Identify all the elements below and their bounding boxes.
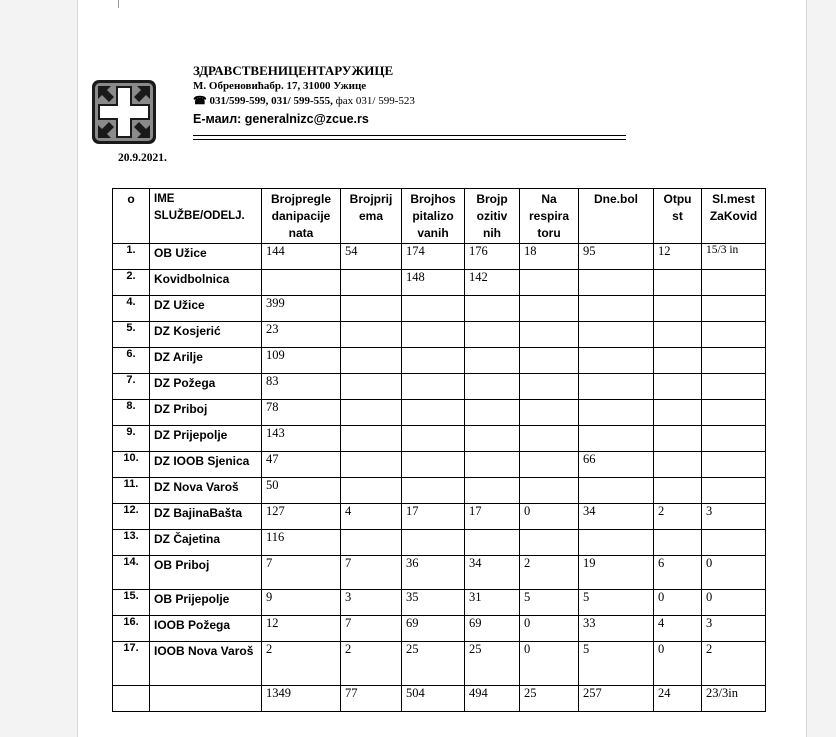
service-name-cell xyxy=(150,686,262,712)
value-cell xyxy=(341,322,402,348)
value-cell: 34 xyxy=(465,556,520,590)
value-cell: 9 xyxy=(262,590,341,616)
table-row xyxy=(113,530,766,556)
col-header: Dne.bol xyxy=(579,189,654,244)
row-number-cell: 13. xyxy=(113,530,150,556)
value-cell xyxy=(341,270,402,296)
value-cell xyxy=(654,348,702,374)
row-number-cell xyxy=(113,686,150,712)
value-cell xyxy=(465,322,520,348)
table-header-row xyxy=(113,189,766,244)
letterhead xyxy=(193,63,415,129)
value-cell xyxy=(402,426,465,452)
table-row xyxy=(113,400,766,426)
value-cell: 69 xyxy=(465,616,520,642)
value-cell: 504 xyxy=(402,686,465,712)
value-cell: 24 xyxy=(654,686,702,712)
value-cell: 4 xyxy=(341,504,402,530)
value-cell: 3 xyxy=(702,616,766,642)
col-header: Otpu st xyxy=(654,189,702,244)
value-cell xyxy=(702,348,766,374)
phone-numbers: 031/599-599, 031/ 599-555, xyxy=(209,95,333,107)
row-number-cell: 11. xyxy=(113,478,150,504)
service-name-cell: OB Prijepolje xyxy=(150,590,262,616)
value-cell: 116 xyxy=(262,530,341,556)
value-cell xyxy=(520,322,579,348)
value-cell: 127 xyxy=(262,504,341,530)
service-name-cell: DZ Priboj xyxy=(150,400,262,426)
value-cell: 66 xyxy=(579,452,654,478)
table-row xyxy=(113,270,766,296)
value-cell xyxy=(702,530,766,556)
row-number-cell: 1. xyxy=(113,244,150,270)
value-cell: 5 xyxy=(579,642,654,686)
institution-phones xyxy=(193,94,415,109)
value-cell xyxy=(341,296,402,322)
value-cell xyxy=(702,322,766,348)
value-cell: 12 xyxy=(654,244,702,270)
phone-icon: ☎ xyxy=(193,95,207,107)
value-cell: 25 xyxy=(402,642,465,686)
table-row xyxy=(113,478,766,504)
value-cell: 95 xyxy=(579,244,654,270)
value-cell: 36 xyxy=(402,556,465,590)
value-cell: 17 xyxy=(402,504,465,530)
value-cell: 54 xyxy=(341,244,402,270)
value-cell: 6 xyxy=(654,556,702,590)
service-name-cell: DZ Užice xyxy=(150,296,262,322)
value-cell xyxy=(341,478,402,504)
value-cell: 19 xyxy=(579,556,654,590)
value-cell xyxy=(341,400,402,426)
value-cell xyxy=(654,426,702,452)
table-row xyxy=(113,590,766,616)
value-cell xyxy=(702,270,766,296)
value-cell: 3 xyxy=(341,590,402,616)
table-row xyxy=(113,426,766,452)
value-cell xyxy=(702,426,766,452)
col-header: Brojpregle danipacije nata xyxy=(262,189,341,244)
value-cell: 0 xyxy=(654,642,702,686)
value-cell: 142 xyxy=(465,270,520,296)
value-cell xyxy=(579,478,654,504)
value-cell xyxy=(654,322,702,348)
row-number-cell: 9. xyxy=(113,426,150,452)
value-cell xyxy=(654,478,702,504)
service-name-cell: DZ Prijepolje xyxy=(150,426,262,452)
service-name-cell: DZ Kosjerić xyxy=(150,322,262,348)
value-cell: 15/3 in xyxy=(702,244,766,270)
row-number-cell: 16. xyxy=(113,616,150,642)
value-cell: 176 xyxy=(465,244,520,270)
institution-title: ЗДРАВСТВЕНИЦЕНТАРУЖИЦЕ xyxy=(193,63,394,78)
row-number-cell: 12. xyxy=(113,504,150,530)
value-cell xyxy=(654,530,702,556)
value-cell: 5 xyxy=(579,590,654,616)
value-cell: 257 xyxy=(579,686,654,712)
institution-email: E-маил: generalnizc@zcue.rs xyxy=(193,112,369,126)
value-cell: 148 xyxy=(402,270,465,296)
value-cell: 144 xyxy=(262,244,341,270)
value-cell: 17 xyxy=(465,504,520,530)
value-cell xyxy=(402,530,465,556)
table-row xyxy=(113,504,766,530)
col-header: Na respira toru xyxy=(520,189,579,244)
service-name-cell: OB Priboj xyxy=(150,556,262,590)
value-cell xyxy=(341,426,402,452)
value-cell: 34 xyxy=(579,504,654,530)
value-cell xyxy=(465,296,520,322)
table-row xyxy=(113,616,766,642)
arrows-cross-logo xyxy=(91,79,157,145)
table-row xyxy=(113,322,766,348)
value-cell: 78 xyxy=(262,400,341,426)
value-cell xyxy=(465,400,520,426)
value-cell xyxy=(579,270,654,296)
value-cell xyxy=(402,348,465,374)
value-cell xyxy=(579,530,654,556)
table-row xyxy=(113,686,766,712)
value-cell: 0 xyxy=(702,590,766,616)
value-cell xyxy=(341,348,402,374)
value-cell xyxy=(702,478,766,504)
text-cursor xyxy=(118,0,119,8)
col-header: Sl.mest ZaKovid xyxy=(702,189,766,244)
value-cell xyxy=(465,374,520,400)
col-header: Brojprij ema xyxy=(341,189,402,244)
table-row xyxy=(113,296,766,322)
table-row xyxy=(113,452,766,478)
value-cell: 31 xyxy=(465,590,520,616)
value-cell xyxy=(579,296,654,322)
value-cell xyxy=(654,374,702,400)
service-name-cell: DZ Nova Varoš xyxy=(150,478,262,504)
value-cell: 23 xyxy=(262,322,341,348)
value-cell: 174 xyxy=(402,244,465,270)
value-cell xyxy=(262,270,341,296)
report-table xyxy=(112,188,766,712)
row-number-cell: 4. xyxy=(113,296,150,322)
row-number-cell: 2. xyxy=(113,270,150,296)
value-cell xyxy=(579,400,654,426)
value-cell: 1349 xyxy=(262,686,341,712)
header-rule xyxy=(193,135,626,136)
service-name-cell: IOOB Požega xyxy=(150,616,262,642)
value-cell: 50 xyxy=(262,478,341,504)
value-cell: 0 xyxy=(520,504,579,530)
value-cell: 0 xyxy=(654,590,702,616)
table-row xyxy=(113,642,766,686)
row-number-cell: 17. xyxy=(113,642,150,686)
header-rule xyxy=(193,139,626,140)
value-cell: 5 xyxy=(520,590,579,616)
value-cell: 109 xyxy=(262,348,341,374)
value-cell xyxy=(520,374,579,400)
value-cell: 3 xyxy=(702,504,766,530)
value-cell xyxy=(402,478,465,504)
value-cell: 0 xyxy=(702,556,766,590)
value-cell xyxy=(702,400,766,426)
value-cell: 23/3in xyxy=(702,686,766,712)
service-name-cell: DZ Čajetina xyxy=(150,530,262,556)
value-cell: 2 xyxy=(262,642,341,686)
value-cell xyxy=(465,348,520,374)
service-name-cell: DZ BajinaBašta xyxy=(150,504,262,530)
value-cell: 7 xyxy=(341,556,402,590)
value-cell: 2 xyxy=(520,556,579,590)
value-cell: 399 xyxy=(262,296,341,322)
value-cell: 4 xyxy=(654,616,702,642)
service-name-cell: DZ IOOB Sjenica xyxy=(150,452,262,478)
value-cell xyxy=(465,452,520,478)
row-number-cell: 10. xyxy=(113,452,150,478)
value-cell: 33 xyxy=(579,616,654,642)
value-cell xyxy=(402,452,465,478)
value-cell xyxy=(520,348,579,374)
col-header: o xyxy=(113,189,150,244)
row-number-cell: 8. xyxy=(113,400,150,426)
value-cell xyxy=(520,400,579,426)
value-cell xyxy=(654,270,702,296)
value-cell: 25 xyxy=(520,686,579,712)
service-name-cell: IOOB Nova Varoš xyxy=(150,642,262,686)
value-cell xyxy=(402,400,465,426)
service-name-cell: OB Užice xyxy=(150,244,262,270)
service-name-cell: DZ Arilje xyxy=(150,348,262,374)
value-cell xyxy=(520,478,579,504)
value-cell: 143 xyxy=(262,426,341,452)
value-cell: 47 xyxy=(262,452,341,478)
row-number-cell: 5. xyxy=(113,322,150,348)
value-cell xyxy=(579,348,654,374)
value-cell xyxy=(520,452,579,478)
value-cell xyxy=(654,400,702,426)
value-cell xyxy=(520,296,579,322)
value-cell: 0 xyxy=(520,642,579,686)
value-cell: 2 xyxy=(341,642,402,686)
value-cell xyxy=(341,452,402,478)
value-cell xyxy=(520,530,579,556)
value-cell: 83 xyxy=(262,374,341,400)
row-number-cell: 14. xyxy=(113,556,150,590)
value-cell xyxy=(702,374,766,400)
value-cell xyxy=(465,426,520,452)
row-number-cell: 15. xyxy=(113,590,150,616)
value-cell xyxy=(579,426,654,452)
value-cell xyxy=(465,478,520,504)
value-cell: 0 xyxy=(520,616,579,642)
value-cell xyxy=(579,374,654,400)
service-name-cell: Kovidbolnica xyxy=(150,270,262,296)
value-cell: 7 xyxy=(262,556,341,590)
col-header: IME SLUŽBE/ODELJ. xyxy=(150,189,262,244)
value-cell: 77 xyxy=(341,686,402,712)
value-cell: 2 xyxy=(654,504,702,530)
col-header: Brojhos pitalizo vanih xyxy=(402,189,465,244)
value-cell xyxy=(520,270,579,296)
value-cell xyxy=(520,426,579,452)
value-cell xyxy=(702,452,766,478)
table-row xyxy=(113,348,766,374)
institution-address: М. Обреновићабр. 17, 31000 Ужице xyxy=(193,80,367,92)
value-cell: 35 xyxy=(402,590,465,616)
value-cell: 12 xyxy=(262,616,341,642)
value-cell: 25 xyxy=(465,642,520,686)
value-cell xyxy=(341,374,402,400)
value-cell xyxy=(654,452,702,478)
value-cell xyxy=(402,374,465,400)
row-number-cell: 6. xyxy=(113,348,150,374)
value-cell: 69 xyxy=(402,616,465,642)
service-name-cell: DZ Požega xyxy=(150,374,262,400)
value-cell xyxy=(579,322,654,348)
table-row xyxy=(113,374,766,400)
row-number-cell: 7. xyxy=(113,374,150,400)
table-row xyxy=(113,556,766,590)
value-cell xyxy=(702,296,766,322)
value-cell xyxy=(402,322,465,348)
value-cell xyxy=(402,296,465,322)
value-cell: 7 xyxy=(341,616,402,642)
fax-number: фах 031/ 599-523 xyxy=(332,95,415,107)
value-cell xyxy=(341,530,402,556)
table-row xyxy=(113,244,766,270)
col-header: Brojp ozitiv nih xyxy=(465,189,520,244)
value-cell xyxy=(654,296,702,322)
report-date: 20.9.2021. xyxy=(118,152,167,164)
value-cell: 18 xyxy=(520,244,579,270)
value-cell: 494 xyxy=(465,686,520,712)
value-cell: 2 xyxy=(702,642,766,686)
value-cell xyxy=(465,530,520,556)
